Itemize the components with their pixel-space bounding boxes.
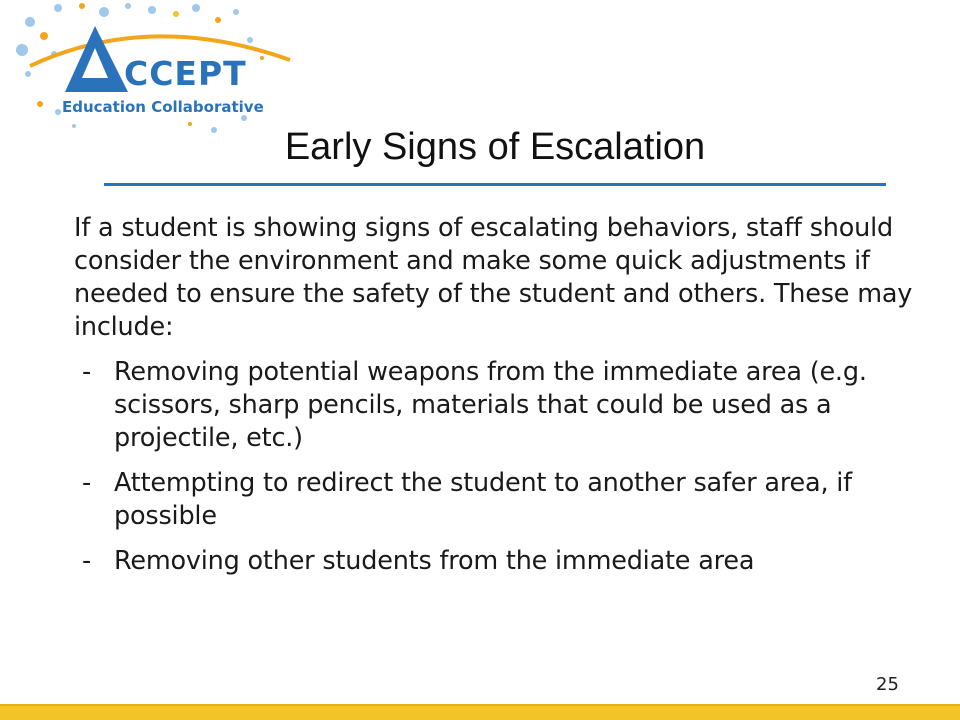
footer-bar-edge	[0, 704, 960, 706]
bullet-marker: -	[82, 546, 92, 576]
logo-tagline: Education Collaborative	[62, 98, 264, 116]
bullet-marker: -	[82, 357, 92, 387]
title-underline	[104, 183, 886, 186]
bullet-text: Removing potential weapons from the immediate area (e.g. scissors, sharp pencils, materials that could be used as a projectile, etc.)	[114, 357, 867, 453]
accept-logo	[0, 0, 300, 140]
page-number: 25	[876, 674, 899, 695]
slide-title: Early Signs of Escalation	[284, 126, 706, 168]
bullet-item	[74, 467, 914, 533]
bullet-text: Removing other students from the immediate area	[114, 546, 755, 576]
bullet-text: Attempting to redirect the student to another safer area, if possible	[114, 468, 852, 531]
logo-wordmark: CCEPT	[124, 54, 247, 93]
bullet-list	[74, 356, 914, 578]
intro-paragraph: If a student is showing signs of escalating behaviors, staff should consider the environment and make some quick adjustments if needed to ensure the safety of the student and others. These may include:	[74, 213, 913, 342]
slide-body	[74, 212, 914, 590]
bullet-item	[74, 356, 914, 455]
footer-bar	[0, 704, 960, 720]
bullet-marker: -	[82, 468, 92, 498]
bullet-item	[74, 545, 914, 578]
